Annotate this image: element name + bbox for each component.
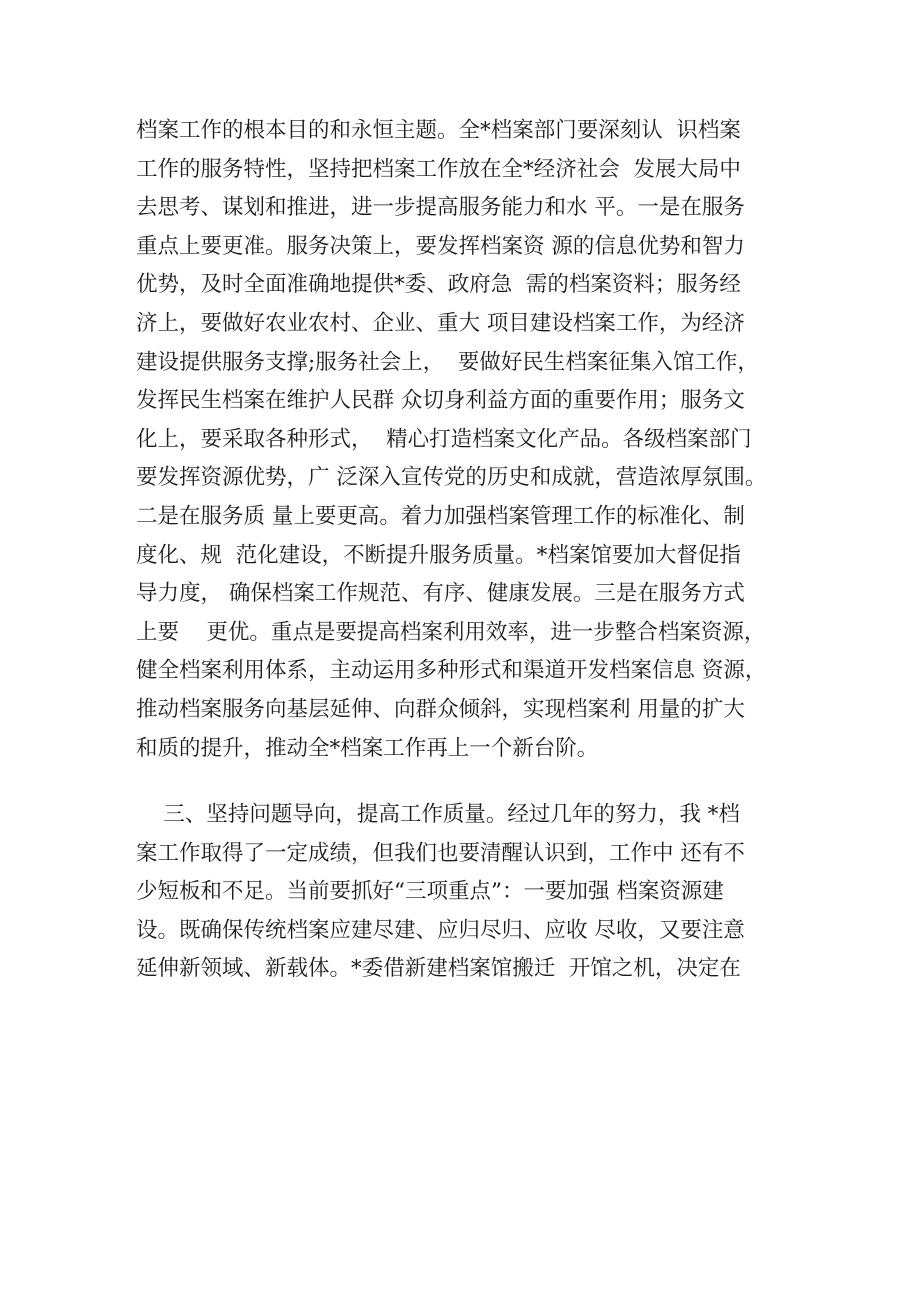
text-line: 导力度， 确保档案工作规范、有序、健康发展。三是在服务方式: [136, 581, 745, 607]
text-line: 发挥民生档案在维护人民群 众切身利益方面的重要作用；服务文: [136, 388, 745, 414]
text-line: 延伸新领域、新载体。*委借新建档案馆搬迁 开馆之机，决定在: [136, 956, 741, 982]
paragraph-1: [136, 112, 796, 768]
text-line: 工作的服务特性，坚持把档案工作放在全*经济社会 发展大局中: [136, 156, 741, 182]
text-line: 化上，要采取各种形式， 精心打造档案文化产品。各级档案部门: [136, 426, 752, 452]
text-line: 要发挥资源优势，广 泛深入宣传党的历史和成就，营造浓厚氛围。: [136, 465, 767, 491]
text-line: 案工作取得了一定成绩，但我们也要清醒认识到，工作中 还有不: [136, 840, 745, 866]
text-line: 去思考、谋划和推进，进一步提高服务能力和水 平。一是在服务: [136, 195, 745, 221]
text-line: 健全档案利用体系，主动运用多种形式和渠道开发档案信息 资源，: [136, 658, 767, 684]
text-line: 三、坚持问题导向，提高工作质量。经过几年的努力，我 *档: [136, 802, 740, 828]
text-line: 优势，及时全面准确地提供*委、政府急 需的档案资料；服务经: [136, 272, 741, 298]
text-line: 重点上要更准。服务决策上，要发挥档案资 源的信息优势和智力: [136, 233, 745, 259]
text-line: 二是在服务质 量上要更高。着力加强档案管理工作的标准化、制: [136, 503, 745, 529]
text-line: 济上，要做好农业农村、企业、重大 项目建设档案工作，为经济: [136, 310, 745, 336]
paragraph-spacer: [136, 768, 796, 796]
text-line: 和质的提升，推动全*档案工作再上一个新台阶。: [136, 735, 599, 761]
text-line: 推动档案服务向基层延伸、向群众倾斜，实现档案利 用量的扩大: [136, 696, 745, 722]
text-line: 上要 更优。重点是要提高档案利用效率，进一步整合档案资源，: [136, 619, 766, 645]
text-line: 设。既确保传统档案应建尽建、应归尽归、应收 尽收，又要注意: [136, 917, 745, 943]
body-text: [136, 112, 796, 989]
text-line: 度化、规 范化建设，不断提升服务质量。*档案馆要加大督促指: [136, 542, 741, 568]
text-line: 建设提供服务支撑;服务社会上， 要做好民生档案征集入馆工作，: [136, 349, 759, 375]
paragraph-2: [136, 796, 796, 989]
text-line: 档案工作的根本目的和永恒主题。全*档案部门要深刻认 识档案: [136, 118, 741, 143]
text-line: 少短板和不足。当前要抓好“三项重点”：一要加强 档案资源建: [136, 879, 724, 905]
